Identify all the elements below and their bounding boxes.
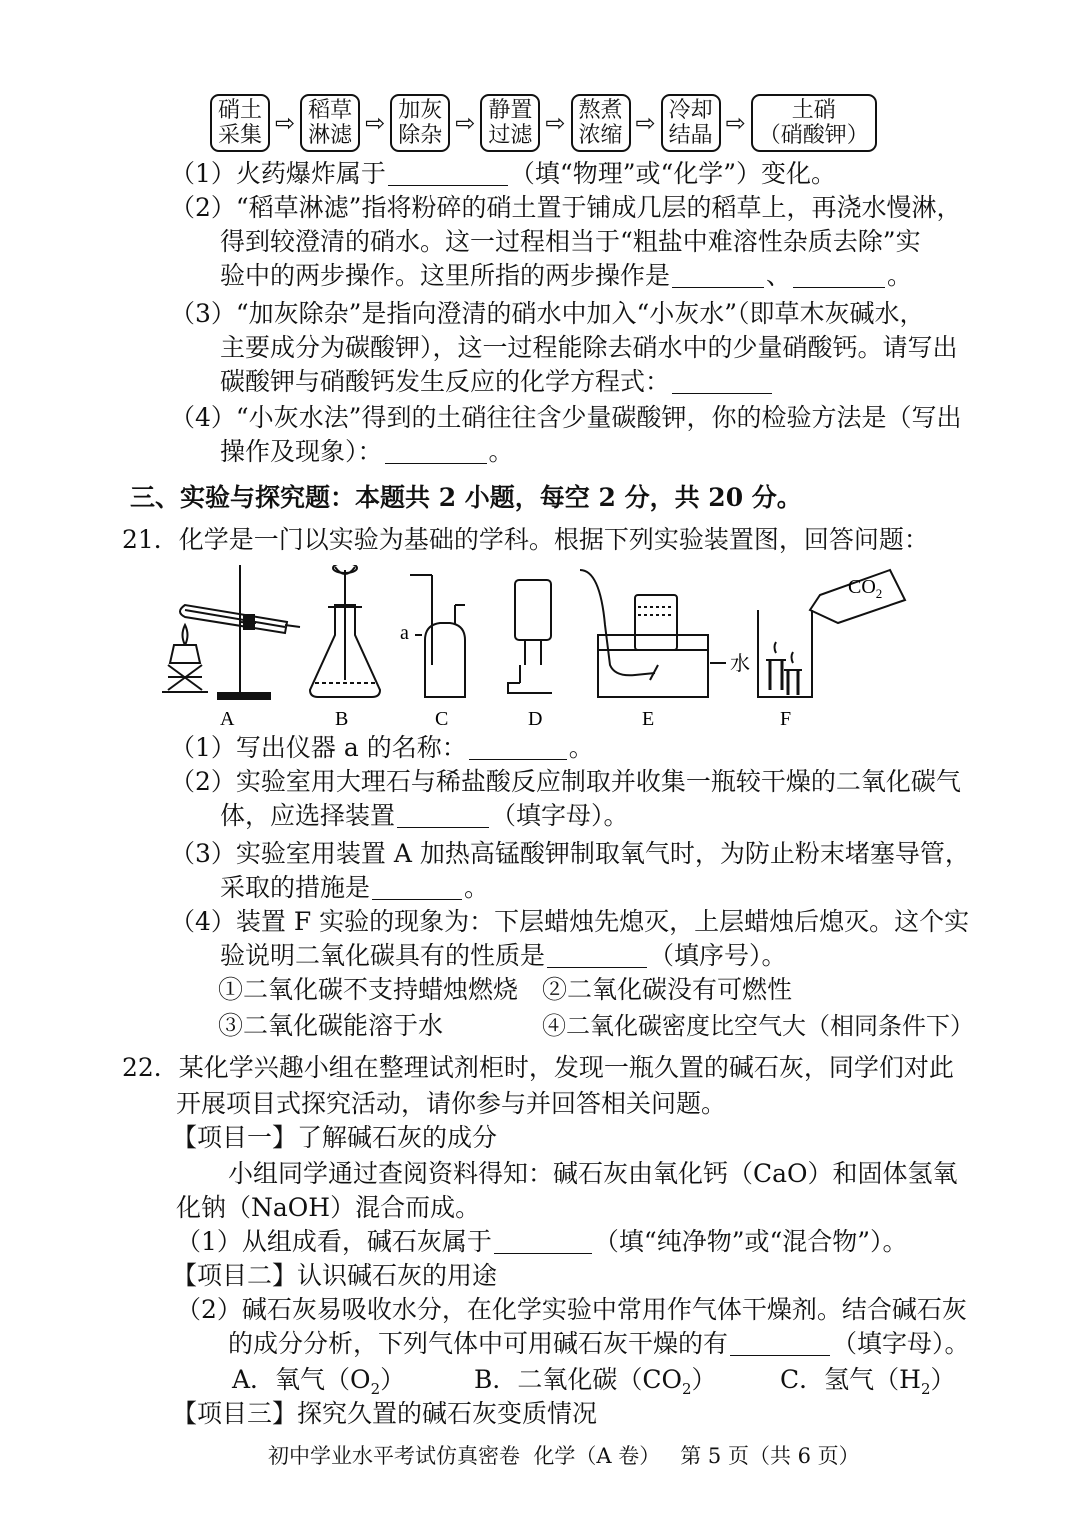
q20-part3-line1: （3）“加灰除杂”是指向澄清的硝水中加入“小灰水”（即草木灰碱水， bbox=[170, 299, 925, 328]
q21-part2-line2: 体，应选择装置 （填字母）。 bbox=[220, 801, 629, 830]
apparatus-diagram bbox=[160, 565, 920, 735]
arrow-right-icon: ⇨ bbox=[275, 109, 296, 137]
answer-blank[interactable] bbox=[388, 163, 508, 186]
q22-option-C: C．氢气$(H_2)$ bbox=[780, 1365, 956, 1398]
q20-part4-line1: （4）“小灰水法”得到的土硝往往含少量碳酸钾，你的检验方法是（写出 bbox=[170, 403, 962, 432]
q21-part4-line1: （4）装置 F 实验的现象为：下层蜡烛先熄灭，上层蜡烛后熄灭。这个实 bbox=[170, 907, 970, 936]
q21-part2-line1: （2）实验室用大理石与稀盐酸反应制取并收集一瓶较干燥的二氧化碳气 bbox=[170, 767, 961, 796]
arrow-right-icon: ⇨ bbox=[455, 109, 476, 137]
answer-blank[interactable] bbox=[385, 441, 487, 464]
answer-blank[interactable] bbox=[494, 1231, 592, 1254]
q20-part2-line3: 验中的两步操作。这里所指的两步操作是 、 。 bbox=[220, 261, 913, 290]
q21-option-2: ②二氧化碳没有可燃性 bbox=[542, 975, 793, 1004]
answer-blank[interactable] bbox=[469, 737, 567, 760]
q22-part2-line2: 的成分分析，下列气体中可用碱石灰干燥的有 （填字母）。 bbox=[228, 1329, 970, 1358]
footer bbox=[268, 1440, 860, 1472]
answer-blank[interactable] bbox=[672, 371, 772, 394]
q20-part1: （1）火药爆炸属于 （填“物理”或“化学”）变化。 bbox=[170, 159, 837, 188]
answer-blank[interactable] bbox=[547, 945, 647, 968]
flow-step-5: 熬煮 浓缩 bbox=[571, 94, 631, 152]
q20-part3-line3: 碳酸钾与硝酸钙发生反应的化学方程式： bbox=[220, 366, 774, 398]
q21-option-1: ①二氧化碳不支持蜡烛燃烧 bbox=[218, 975, 519, 1004]
flow-step-2: 稻草 淋滤 bbox=[300, 94, 360, 152]
flow-step-3: 加灰 除杂 bbox=[390, 94, 450, 152]
footer-subject: 化学（A 卷） bbox=[533, 1444, 661, 1468]
q20-part3-line2: 主要成分为碳酸钾），这一过程能除去硝水中的少量硝酸钙。请写出 bbox=[220, 333, 958, 362]
q22-part2-line1: （2）碱石灰易吸收水分，在化学实验中常用作气体干燥剂。结合碱石灰 bbox=[176, 1295, 967, 1324]
q22-option-A: A．氧气$(O_2)$ bbox=[232, 1365, 406, 1398]
arrow-right-icon: ⇨ bbox=[725, 109, 746, 137]
q22-project1-heading: 【项目一】了解碱石灰的成分 bbox=[172, 1123, 498, 1152]
q22-option-B: B．二氧化碳$(CO_2)$ bbox=[474, 1365, 717, 1398]
section-title: 三、实验与探究题：本题共 2 小题，每空 2 分，共 20 分。 bbox=[130, 483, 802, 512]
q21-part4-line2: 验说明二氧化碳具有的性质是 （填序号）。 bbox=[220, 941, 787, 970]
answer-blank[interactable] bbox=[672, 265, 764, 288]
q21-option-3: ③二氧化碳能溶于水 bbox=[218, 1011, 444, 1040]
footer-title: 初中学业水平考试仿真密卷 bbox=[268, 1444, 520, 1468]
answer-blank[interactable] bbox=[793, 265, 885, 288]
q22-part1: （1）从组成看，碱石灰属于 （填“纯净物”或“混合物”）。 bbox=[176, 1227, 908, 1256]
arrow-right-icon: ⇨ bbox=[545, 109, 566, 137]
q20-part2-line1: （2）“稻草淋滤”指将粉碎的硝土置于铺成几层的稻草上，再浇水慢淋， bbox=[170, 193, 962, 222]
q21-intro: 21．化学是一门以实验为基础的学科。根据下列实验装置图，回答问题： bbox=[122, 525, 929, 554]
process-flowchart bbox=[210, 94, 877, 152]
flow-step-7: 土硝 （硝酸钾） bbox=[751, 94, 877, 152]
arrow-right-icon: ⇨ bbox=[365, 109, 386, 137]
label-B: B bbox=[335, 708, 349, 730]
q20-part2-line2: 得到较澄清的硝水。这一过程相当于“粗盐中难溶性杂质去除”实 bbox=[220, 227, 921, 256]
answer-blank[interactable] bbox=[397, 805, 489, 828]
label-A: A bbox=[220, 708, 235, 730]
q20-part4-line2: 操作及现象）： 。 bbox=[220, 437, 514, 466]
label-F: F bbox=[780, 708, 792, 730]
q21-part3-line1: （3）实验室用装置 A 加热高锰酸钾制取氧气时，为防止粉末堵塞导管， bbox=[170, 839, 970, 868]
label-E: E bbox=[642, 708, 655, 730]
q22-line1: 22．某化学兴趣小组在整理试剂柜时，发现一瓶久置的碱石灰，同学们对此 bbox=[122, 1053, 954, 1082]
q22-info-line1: 小组同学通过查阅资料得知：碱石灰由氧化钙（CaO）和固体氢氧 bbox=[228, 1159, 958, 1188]
q21-part3-line2: 采取的措施是 。 bbox=[220, 873, 490, 902]
label-water: 水 bbox=[730, 653, 750, 675]
arrow-right-icon: ⇨ bbox=[635, 109, 656, 137]
q22-project2-heading: 【项目二】认识碱石灰的用途 bbox=[172, 1261, 498, 1290]
q21-option-4: ④二氧化碳密度比空气大（相同条件下） bbox=[542, 1012, 974, 1040]
flow-step-1: 硝土 采集 bbox=[210, 94, 270, 152]
answer-blank[interactable] bbox=[730, 1333, 830, 1356]
q21-part1: （1）写出仪器 a 的名称： 。 bbox=[170, 733, 594, 762]
label-C: C bbox=[435, 708, 449, 730]
apparatus-figure bbox=[160, 565, 920, 739]
label-a: a bbox=[400, 622, 409, 644]
footer-page-number: 第 5 页（共 6 页） bbox=[680, 1444, 860, 1468]
answer-blank[interactable] bbox=[372, 877, 462, 900]
label-co2: $CO_2$ bbox=[848, 576, 883, 601]
label-D: D bbox=[528, 708, 543, 730]
q22-project3-heading: 【项目三】探究久置的碱石灰变质情况 bbox=[172, 1399, 598, 1428]
flow-step-6: 冷却 结晶 bbox=[661, 94, 721, 152]
q22-line2: 开展项目式探究活动，请你参与并回答相关问题。 bbox=[176, 1089, 727, 1118]
flow-step-4: 静置 过滤 bbox=[480, 94, 540, 152]
q22-info-line2: 化钠（NaOH）混合而成。 bbox=[176, 1193, 481, 1222]
